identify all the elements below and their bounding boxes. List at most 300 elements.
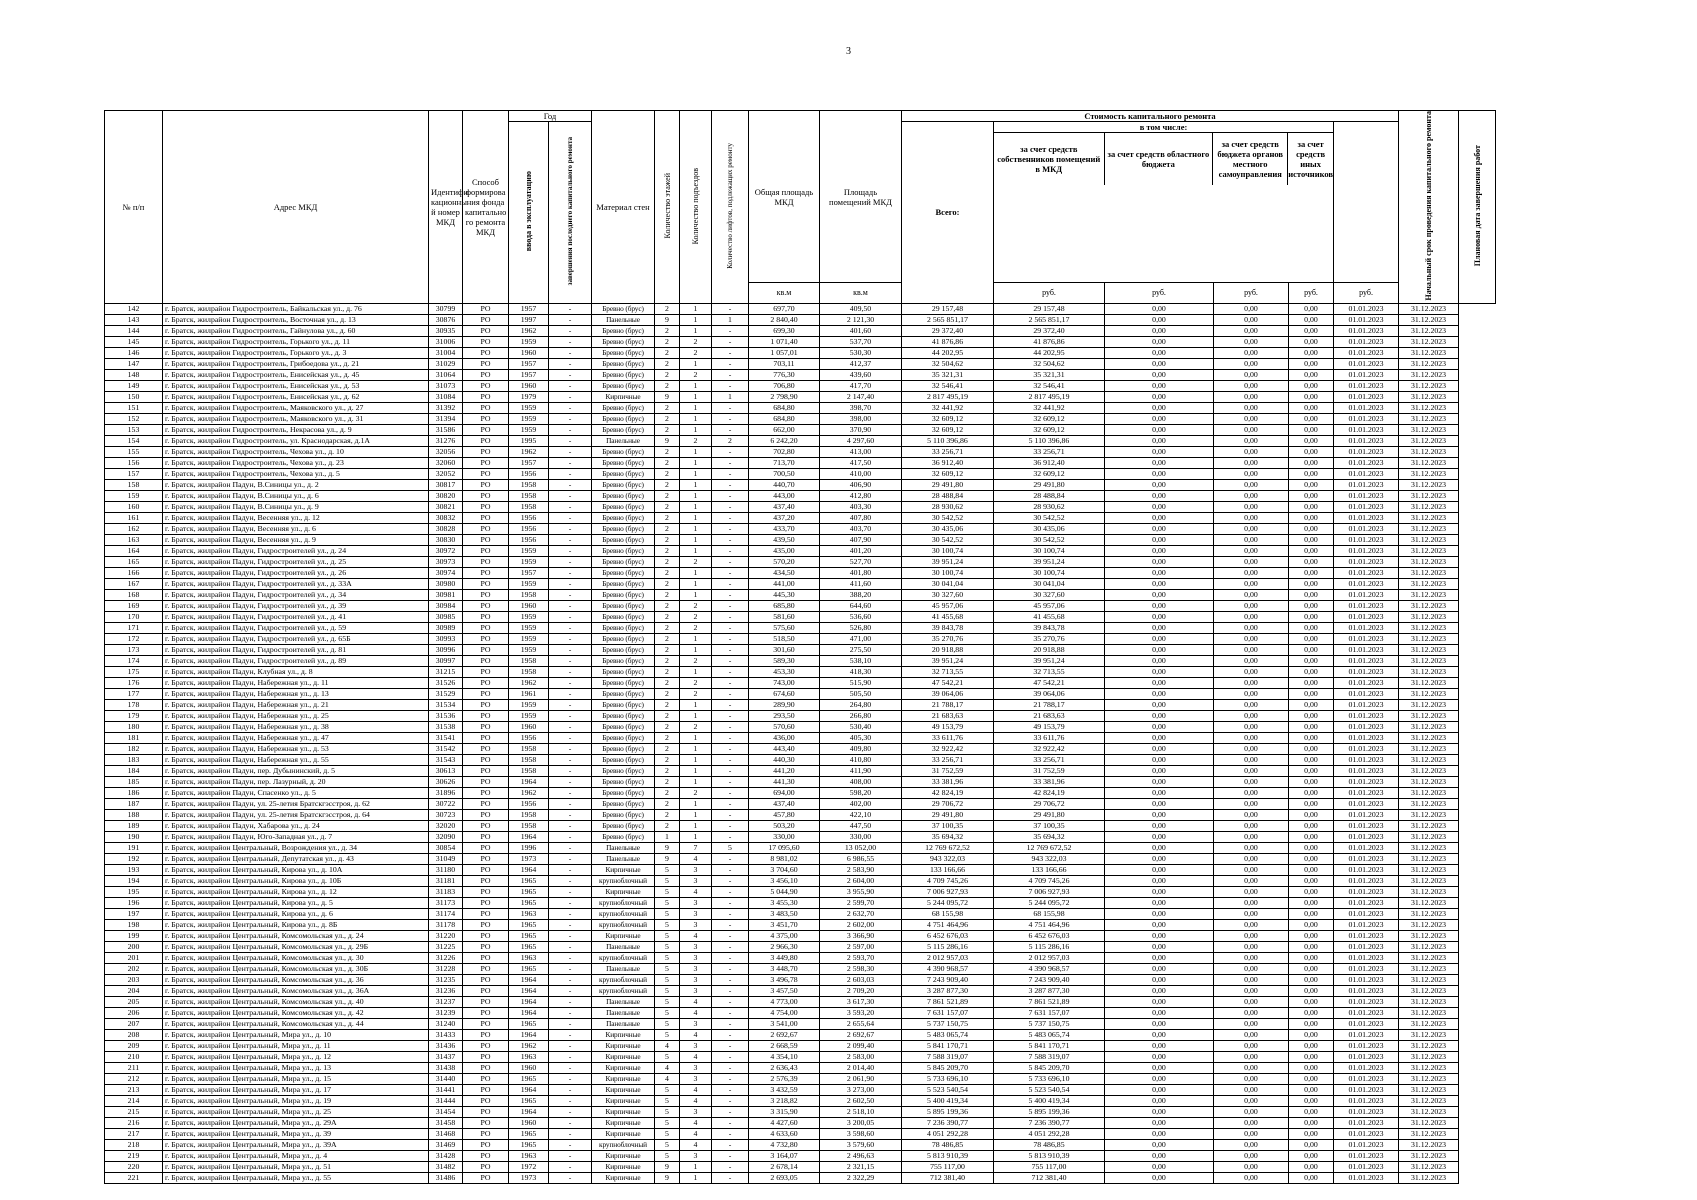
cell-floors: 2: [655, 567, 680, 578]
cell-year-commission: 1973: [509, 1172, 549, 1183]
cell-year-commission: 1959: [509, 402, 549, 413]
cell-year-commission: 1964: [509, 864, 549, 875]
cell-owners: 4 390 968,57: [994, 963, 1105, 974]
cell-total-cost: 5 813 910,39: [902, 1150, 994, 1161]
cell-total-cost: 29 706,72: [902, 798, 994, 809]
cell-floors: 9: [655, 853, 680, 864]
cell-owners: 20 918,88: [994, 644, 1105, 655]
cell-year-commission: 1959: [509, 710, 549, 721]
table-row: [105, 622, 1496, 633]
cell-start-date: 01.01.2023: [1334, 303, 1399, 314]
cell-local: 0,00: [1214, 743, 1289, 754]
table-row: [105, 996, 1496, 1007]
cell-regional: 0,00: [1105, 798, 1214, 809]
cell-num: 214: [105, 1095, 163, 1106]
cell-start-date: 01.01.2023: [1334, 567, 1399, 578]
cell-num: 185: [105, 776, 163, 787]
cell-other: 0,00: [1289, 1106, 1334, 1117]
cell-year-repair: -: [549, 589, 592, 600]
cell-start-date: 01.01.2023: [1334, 996, 1399, 1007]
cell-num: 191: [105, 842, 163, 853]
cell-premises-area: 3 366,90: [820, 930, 902, 941]
cell-total-area: 3 455,30: [749, 897, 820, 908]
cell-method: РО: [463, 644, 509, 655]
cell-premises-area: 2 518,10: [820, 1106, 902, 1117]
cell-premises-area: 13 052,00: [820, 842, 902, 853]
cell-id: 30972: [429, 545, 463, 556]
cell-local: 0,00: [1214, 941, 1289, 952]
cell-total-cost: 32 504,62: [902, 358, 994, 369]
cell-total-cost: 44 202,95: [902, 347, 994, 358]
cell-local: 0,00: [1214, 314, 1289, 325]
cell-year-commission: 1959: [509, 633, 549, 644]
cell-num: 201: [105, 952, 163, 963]
cell-other: 0,00: [1289, 787, 1334, 798]
table-row: [105, 314, 1496, 325]
cell-other: 0,00: [1289, 325, 1334, 336]
cell-owners: 29 491,80: [994, 809, 1105, 820]
cell-total-area: 702,80: [749, 446, 820, 457]
cell-regional: 0,00: [1105, 897, 1214, 908]
cell-entrances: 3: [680, 985, 712, 996]
cell-id: 31215: [429, 666, 463, 677]
cell-total-area: 434,50: [749, 567, 820, 578]
cell-total-area: 440,70: [749, 479, 820, 490]
cell-method: РО: [463, 666, 509, 677]
cell-material: Панельные: [592, 853, 655, 864]
cell-address: г. Братск, жилрайон Центральный, Возрождения ул., д. 34: [163, 842, 429, 853]
cell-material: Бревно (брус): [592, 534, 655, 545]
cell-owners: 78 486,85: [994, 1139, 1105, 1150]
cell-year-commission: 1964: [509, 974, 549, 985]
cell-num: 211: [105, 1062, 163, 1073]
cell-year-commission: 1957: [509, 369, 549, 380]
cell-method: РО: [463, 457, 509, 468]
cell-id: 31073: [429, 380, 463, 391]
table-row: [105, 1161, 1496, 1172]
cell-total-area: 3 449,80: [749, 952, 820, 963]
cell-local: 0,00: [1214, 303, 1289, 314]
cell-elevators: -: [712, 578, 749, 589]
cell-owners: 33 381,96: [994, 776, 1105, 787]
cell-elevators: -: [712, 468, 749, 479]
cell-owners: 6 452 676,03: [994, 930, 1105, 941]
entrances-header-text: Количество подъездов: [691, 167, 700, 244]
cell-start-date: 01.01.2023: [1334, 776, 1399, 787]
cell-local: 0,00: [1214, 446, 1289, 457]
cell-material: Кирпичные: [592, 1106, 655, 1117]
cell-regional: 0,00: [1105, 930, 1214, 941]
cell-start-date: 01.01.2023: [1334, 1073, 1399, 1084]
cell-total-area: 3 164,07: [749, 1150, 820, 1161]
table-row: [105, 688, 1496, 699]
cell-local: 0,00: [1214, 1106, 1289, 1117]
cell-year-repair: -: [549, 677, 592, 688]
cell-local: 0,00: [1214, 1128, 1289, 1139]
cell-regional: 0,00: [1105, 556, 1214, 567]
cell-other: 0,00: [1289, 589, 1334, 600]
cell-total-area: 4 375,00: [749, 930, 820, 941]
year-repair-header-text: завершения последнего капитального ремонта: [566, 137, 574, 286]
cell-local: 0,00: [1214, 347, 1289, 358]
cell-material: Панельные: [592, 963, 655, 974]
cell-total-cost: 68 155,98: [902, 908, 994, 919]
table-row: [105, 369, 1496, 380]
cell-floors: 9: [655, 314, 680, 325]
cell-entrances: 1: [680, 490, 712, 501]
cell-elevators: -: [712, 908, 749, 919]
year-commission-header-text: ввода в эксплуатацию: [524, 171, 533, 252]
cell-address: г. Братск, жилрайон Падун, Набережная ул., д. 38: [163, 721, 429, 732]
cell-material: Панельные: [592, 435, 655, 446]
cell-year-commission: 1959: [509, 556, 549, 567]
cell-premises-area: 515,90: [820, 677, 902, 688]
cell-local: 0,00: [1214, 479, 1289, 490]
cell-entrances: 1: [680, 567, 712, 578]
cell-premises-area: 537,70: [820, 336, 902, 347]
cell-material: Бревно (брус): [592, 787, 655, 798]
cell-year-commission: 1963: [509, 1150, 549, 1161]
cell-num: 177: [105, 688, 163, 699]
cell-num: 218: [105, 1139, 163, 1150]
cell-total-area: 776,30: [749, 369, 820, 380]
table-row: [105, 325, 1496, 336]
cell-material: крупноблочный: [592, 952, 655, 963]
cell-method: РО: [463, 589, 509, 600]
cell-elevators: -: [712, 523, 749, 534]
cell-method: РО: [463, 369, 509, 380]
cell-entrances: 4: [680, 853, 712, 864]
cell-elevators: -: [712, 446, 749, 457]
cell-year-repair: -: [549, 314, 592, 325]
cell-year-repair: -: [549, 1007, 592, 1018]
cell-total-cost: 3 287 877,30: [902, 985, 994, 996]
cell-local: 0,00: [1214, 336, 1289, 347]
cell-start-date: 01.01.2023: [1334, 743, 1399, 754]
cell-floors: 2: [655, 600, 680, 611]
cell-other: 0,00: [1289, 677, 1334, 688]
cell-regional: 0,00: [1105, 655, 1214, 666]
table-row: [105, 1172, 1496, 1183]
cell-premises-area: 401,60: [820, 325, 902, 336]
cell-owners: 36 912,40: [994, 457, 1105, 468]
cell-total-cost: 29 157,48: [902, 303, 994, 314]
cell-floors: 2: [655, 754, 680, 765]
cell-method: РО: [463, 721, 509, 732]
cell-elevators: -: [712, 512, 749, 523]
cell-other: 0,00: [1289, 1172, 1334, 1183]
cell-entrances: 1: [680, 501, 712, 512]
cell-address: г. Братск, жилрайон Падун, пер. Лазурный, д. 20: [163, 776, 429, 787]
cell-start-date: 01.01.2023: [1334, 600, 1399, 611]
table-row: [105, 930, 1496, 941]
cell-local: 0,00: [1214, 963, 1289, 974]
cell-material: Кирпичные: [592, 1084, 655, 1095]
cell-address: г. Братск, жилрайон Центральный, Кирова ул., д. 6: [163, 908, 429, 919]
cell-total-area: 6 242,20: [749, 435, 820, 446]
cell-local: 0,00: [1214, 897, 1289, 908]
cell-total-area: 4 732,80: [749, 1139, 820, 1150]
col-total-cost-header: Всего:: [902, 122, 994, 304]
cell-year-repair: -: [549, 622, 592, 633]
cell-method: РО: [463, 611, 509, 622]
cell-num: 150: [105, 391, 163, 402]
table-row: [105, 666, 1496, 677]
cell-method: РО: [463, 787, 509, 798]
table-row: [105, 1073, 1496, 1084]
table-row: [105, 743, 1496, 754]
cell-id: 31178: [429, 919, 463, 930]
cell-entrances: 1: [680, 380, 712, 391]
cell-local: 0,00: [1214, 655, 1289, 666]
cell-year-commission: 1958: [509, 820, 549, 831]
year-group-header: Год: [509, 111, 592, 122]
cell-other: 0,00: [1289, 468, 1334, 479]
cell-elevators: -: [712, 1062, 749, 1073]
cell-year-repair: -: [549, 886, 592, 897]
cell-year-commission: 1960: [509, 347, 549, 358]
cell-end-date: 31.12.2023: [1399, 490, 1459, 501]
cell-regional: 0,00: [1105, 347, 1214, 358]
table-header: [105, 111, 1496, 304]
cell-end-date: 31.12.2023: [1399, 941, 1459, 952]
cell-entrances: 1: [680, 413, 712, 424]
cell-premises-area: 2 147,40: [820, 391, 902, 402]
cell-regional: 0,00: [1105, 710, 1214, 721]
cell-total-area: 2 798,90: [749, 391, 820, 402]
cell-year-commission: 1957: [509, 358, 549, 369]
cell-year-repair: -: [549, 303, 592, 314]
cell-end-date: 31.12.2023: [1399, 600, 1459, 611]
cell-owners: 5 110 396,86: [994, 435, 1105, 446]
cell-material: Бревно (брус): [592, 710, 655, 721]
cell-year-commission: 1972: [509, 1161, 549, 1172]
table-row: [105, 336, 1496, 347]
cell-other: 0,00: [1289, 776, 1334, 787]
cell-premises-area: 413,00: [820, 446, 902, 457]
cell-owners: 44 202,95: [994, 347, 1105, 358]
cell-elevators: -: [712, 974, 749, 985]
cell-regional: 0,00: [1105, 468, 1214, 479]
cell-year-repair: -: [549, 754, 592, 765]
cell-num: 165: [105, 556, 163, 567]
cell-local: 0,00: [1214, 666, 1289, 677]
cell-method: РО: [463, 1062, 509, 1073]
cell-entrances: 2: [680, 435, 712, 446]
cell-material: Бревно (брус): [592, 721, 655, 732]
cell-other: 0,00: [1289, 963, 1334, 974]
cell-local: 0,00: [1214, 710, 1289, 721]
cell-total-cost: 5 523 540,54: [902, 1084, 994, 1095]
cell-end-date: 31.12.2023: [1399, 776, 1459, 787]
cell-method: РО: [463, 864, 509, 875]
cell-entrances: 2: [680, 347, 712, 358]
cell-method: РО: [463, 1084, 509, 1095]
cell-id: 31049: [429, 853, 463, 864]
cell-id: 31542: [429, 743, 463, 754]
cell-other: 0,00: [1289, 490, 1334, 501]
cell-method: РО: [463, 534, 509, 545]
cell-floors: 5: [655, 1018, 680, 1029]
cell-floors: 5: [655, 1150, 680, 1161]
cell-regional: 0,00: [1105, 369, 1214, 380]
cell-regional: 0,00: [1105, 963, 1214, 974]
cell-num: 199: [105, 930, 163, 941]
cell-start-date: 01.01.2023: [1334, 369, 1399, 380]
cell-total-area: 3 448,70: [749, 963, 820, 974]
cell-method: РО: [463, 600, 509, 611]
cell-local: 0,00: [1214, 952, 1289, 963]
cell-total-cost: 133 166,66: [902, 864, 994, 875]
cell-material: Бревно (брус): [592, 325, 655, 336]
cell-other: 0,00: [1289, 556, 1334, 567]
cell-elevators: -: [712, 402, 749, 413]
cell-entrances: 1: [680, 699, 712, 710]
cell-entrances: 1: [680, 325, 712, 336]
cell-elevators: -: [712, 1073, 749, 1084]
cell-id: 31239: [429, 1007, 463, 1018]
table-row: [105, 765, 1496, 776]
cell-id: 30828: [429, 523, 463, 534]
cell-year-commission: 1958: [509, 809, 549, 820]
cell-end-date: 31.12.2023: [1399, 523, 1459, 534]
cell-premises-area: 530,30: [820, 347, 902, 358]
cell-year-commission: 1964: [509, 776, 549, 787]
cell-year-commission: 1962: [509, 325, 549, 336]
cell-total-area: 4 354,10: [749, 1051, 820, 1062]
cell-year-repair: -: [549, 666, 592, 677]
cell-year-repair: -: [549, 424, 592, 435]
cell-premises-area: 536,60: [820, 611, 902, 622]
cell-floors: 2: [655, 424, 680, 435]
cell-material: Панельные: [592, 314, 655, 325]
cell-other: 0,00: [1289, 523, 1334, 534]
cell-total-cost: 32 609,12: [902, 424, 994, 435]
cell-regional: 0,00: [1105, 622, 1214, 633]
cell-premises-area: 2 099,40: [820, 1040, 902, 1051]
cell-address: г. Братск, жилрайон Гидростроитель, Чехова ул., д. 23: [163, 457, 429, 468]
cell-total-area: 439,50: [749, 534, 820, 545]
cell-end-date: 31.12.2023: [1399, 578, 1459, 589]
cell-floors: 4: [655, 1040, 680, 1051]
cell-id: 31173: [429, 897, 463, 908]
cell-regional: 0,00: [1105, 985, 1214, 996]
cell-address: г. Братск, жилрайон Центральный, Кирова ул., д. 5: [163, 897, 429, 908]
cell-start-date: 01.01.2023: [1334, 809, 1399, 820]
cell-num: 143: [105, 314, 163, 325]
cell-id: 31220: [429, 930, 463, 941]
cell-address: г. Братск, жилрайон Центральный, Мира ул., д. 19: [163, 1095, 429, 1106]
cell-end-date: 31.12.2023: [1399, 875, 1459, 886]
cell-local: 0,00: [1214, 1117, 1289, 1128]
cell-id: 32090: [429, 831, 463, 842]
cell-other: 0,00: [1289, 1095, 1334, 1106]
cell-num: 166: [105, 567, 163, 578]
cell-material: Бревно (брус): [592, 347, 655, 358]
cell-total-cost: 33 256,71: [902, 754, 994, 765]
unit-owners: руб.: [1105, 283, 1214, 303]
cell-other: 0,00: [1289, 314, 1334, 325]
cell-other: 0,00: [1289, 974, 1334, 985]
cell-other: 0,00: [1289, 336, 1334, 347]
cell-floors: 4: [655, 1073, 680, 1084]
cell-total-area: 685,80: [749, 600, 820, 611]
cell-other: 0,00: [1289, 369, 1334, 380]
cell-owners: 7 006 927,93: [994, 886, 1105, 897]
cell-id: 32052: [429, 468, 463, 479]
cell-year-repair: -: [549, 1139, 592, 1150]
cell-regional: 0,00: [1105, 358, 1214, 369]
cell-num: 167: [105, 578, 163, 589]
cell-floors: 2: [655, 743, 680, 754]
cell-elevators: -: [712, 424, 749, 435]
cell-year-repair: -: [549, 1150, 592, 1161]
cell-id: 32056: [429, 446, 463, 457]
cell-method: РО: [463, 325, 509, 336]
cell-year-repair: -: [549, 1073, 592, 1084]
cell-owners: 5 895 199,36: [994, 1106, 1105, 1117]
cell-other: 0,00: [1289, 501, 1334, 512]
cell-elevators: -: [712, 798, 749, 809]
cell-address: г. Братск, жилрайон Центральный, Комсомольская ул., д. 44: [163, 1018, 429, 1029]
cell-num: 204: [105, 985, 163, 996]
cell-material: Бревно (брус): [592, 622, 655, 633]
cell-year-commission: 1962: [509, 1040, 549, 1051]
cell-address: г. Братск, жилрайон Падун, Весенняя ул., д. 12: [163, 512, 429, 523]
cell-regional: 0,00: [1105, 501, 1214, 512]
cell-entrances: 2: [680, 611, 712, 622]
cell-floors: 5: [655, 919, 680, 930]
cell-elevators: -: [712, 1040, 749, 1051]
cell-start-date: 01.01.2023: [1334, 1106, 1399, 1117]
cell-start-date: 01.01.2023: [1334, 1007, 1399, 1018]
cell-method: РО: [463, 655, 509, 666]
cell-total-cost: 4 751 464,96: [902, 919, 994, 930]
table-row: [105, 589, 1496, 600]
cell-address: г. Братск, жилрайон Падун, Набережная ул., д. 11: [163, 677, 429, 688]
cell-start-date: 01.01.2023: [1334, 391, 1399, 402]
cell-total-area: 301,60: [749, 644, 820, 655]
cell-material: Бревно (брус): [592, 512, 655, 523]
cell-owners: 28 930,62: [994, 501, 1105, 512]
cell-local: 0,00: [1214, 930, 1289, 941]
cell-start-date: 01.01.2023: [1334, 1161, 1399, 1172]
cell-num: 198: [105, 919, 163, 930]
cell-entrances: 1: [680, 303, 712, 314]
cell-total-area: 293,50: [749, 710, 820, 721]
cell-total-area: 694,00: [749, 787, 820, 798]
cell-total-area: 289,90: [749, 699, 820, 710]
cell-year-repair: -: [549, 688, 592, 699]
cell-id: 31174: [429, 908, 463, 919]
cell-entrances: 1: [680, 534, 712, 545]
cell-floors: 2: [655, 732, 680, 743]
cell-total-area: 433,70: [749, 523, 820, 534]
cell-material: Бревно (брус): [592, 490, 655, 501]
cell-start-date: 01.01.2023: [1334, 1084, 1399, 1095]
table-row: [105, 402, 1496, 413]
cell-total-cost: 29 372,40: [902, 325, 994, 336]
col-entrances-header: [680, 111, 712, 304]
cell-num: 149: [105, 380, 163, 391]
cell-premises-area: 398,00: [820, 413, 902, 424]
cell-id: 31237: [429, 996, 463, 1007]
cell-address: г. Братск, жилрайон Падун, Гидростроителей ул., д. 65Б: [163, 633, 429, 644]
cell-elevators: -: [712, 303, 749, 314]
cell-total-area: 662,00: [749, 424, 820, 435]
cell-total-cost: 4 390 968,57: [902, 963, 994, 974]
cell-method: РО: [463, 1095, 509, 1106]
